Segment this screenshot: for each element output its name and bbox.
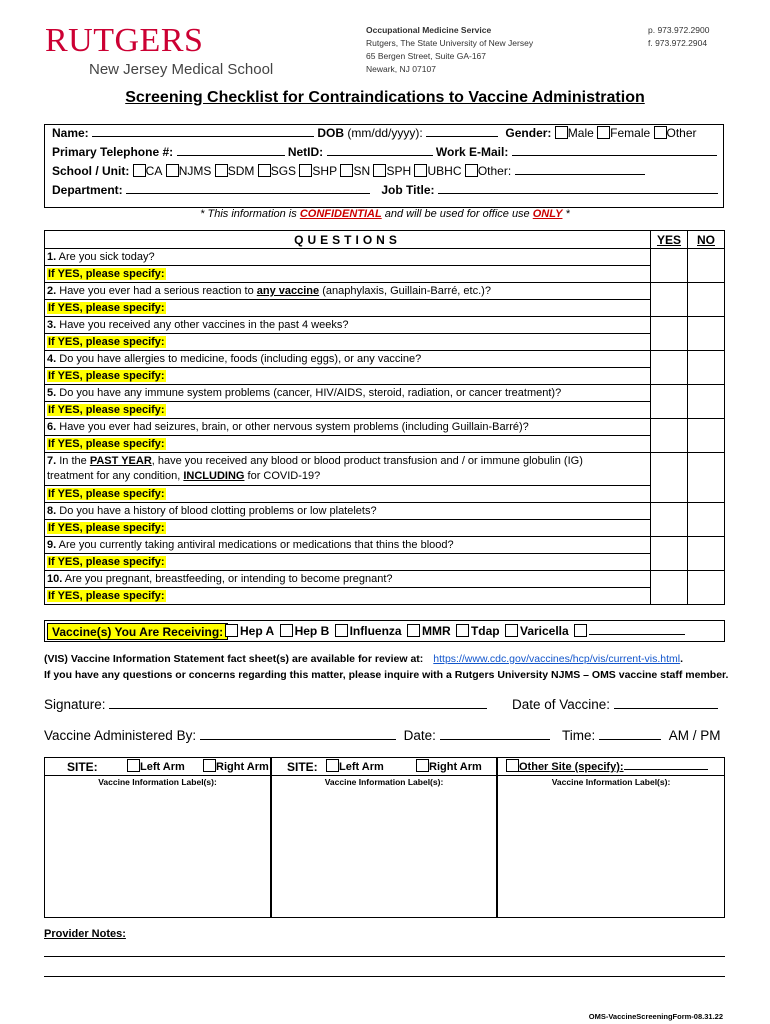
address-line: 65 Bergen Street, Suite GA-167 <box>366 51 487 61</box>
dob-format: (mm/dd/yyyy): <box>347 126 423 140</box>
specify-label: If YES, please specify: <box>48 522 165 534</box>
vis-text: (VIS) Vaccine Information Statement fact sheet(s) are available for review at: <box>44 653 424 665</box>
date-field[interactable] <box>440 729 550 740</box>
yes-answer-cell[interactable] <box>651 453 688 503</box>
no-answer-cell[interactable] <box>688 419 725 453</box>
question-row <box>45 317 725 334</box>
specify-label: If YES, please specify: <box>48 370 165 382</box>
email-field[interactable] <box>512 145 717 156</box>
school-name: New Jersey Medical School <box>89 61 274 78</box>
vis-text: . <box>680 653 684 665</box>
dob-label: DOB <box>317 126 345 140</box>
vaccine-option: Varicella <box>519 624 569 638</box>
question-row <box>45 537 725 554</box>
email-label: Work E-Mail: <box>435 145 509 159</box>
left-arm-checkbox[interactable] <box>127 759 140 772</box>
no-answer-cell[interactable] <box>688 317 725 351</box>
question-body: Have you received any other vaccines in the past 4 weeks? <box>59 319 349 331</box>
gender-option: Female <box>610 126 651 140</box>
specify-row <box>45 486 725 503</box>
hep-a-checkbox[interactable] <box>225 624 238 637</box>
specify-cell[interactable] <box>45 300 651 317</box>
conf-emphasis: CONFIDENTIAL <box>299 208 382 220</box>
school-option: NJMS <box>178 164 212 178</box>
conf-text: and will be used for office use <box>381 208 533 220</box>
specify-cell[interactable] <box>45 588 651 605</box>
gender-female-checkbox[interactable] <box>597 126 610 139</box>
site-box-3 <box>497 757 725 918</box>
date-of-vaccine-row <box>512 697 718 712</box>
question-text <box>45 385 651 402</box>
specify-cell[interactable] <box>45 368 651 385</box>
question-body: Are you pregnant, breastfeeding, or intending to become pregnant? <box>64 573 393 585</box>
question-emphasis: PAST YEAR <box>89 455 152 467</box>
specify-label: If YES, please specify: <box>48 438 165 450</box>
logo-text: RUTGERS <box>45 22 204 59</box>
header-address <box>366 24 533 76</box>
question-text <box>45 537 651 554</box>
specify-row <box>45 266 725 283</box>
specify-cell[interactable] <box>45 520 651 537</box>
question-row <box>45 249 725 266</box>
time-field[interactable] <box>599 729 661 740</box>
school-checkbox[interactable] <box>340 164 353 177</box>
vaccine-option: Hep A <box>240 624 275 638</box>
question-emphasis: INCLUDING <box>183 470 245 482</box>
info-row-4 <box>52 183 718 197</box>
school-checkbox[interactable] <box>258 164 271 177</box>
specify-row <box>45 436 725 453</box>
school-option: SN <box>353 164 371 178</box>
signature-row <box>44 697 487 712</box>
site-right-arm <box>203 759 269 773</box>
question-num: 8. <box>47 505 57 517</box>
name-field[interactable] <box>92 126 314 137</box>
info-row-3 <box>52 164 645 178</box>
question-body: for COVID-19? <box>244 470 321 482</box>
no-answer-cell[interactable] <box>688 283 725 317</box>
fax-number: f. 973.972.2904 <box>648 38 708 48</box>
vaccine-options <box>225 624 687 638</box>
dept-name: Occupational Medicine Service <box>366 25 492 35</box>
question-body: Do you have any immune system problems (cancer, HIV/AIDS, steroid, radiation, or cancer treatment)? <box>59 387 562 399</box>
phone-label: Primary Telephone #: <box>52 145 174 159</box>
question-body: In the <box>59 455 90 467</box>
school-option: Other: <box>477 164 512 178</box>
site-box-1 <box>44 757 271 918</box>
yes-header: YES <box>651 231 688 249</box>
question-row <box>45 503 725 520</box>
date-label: Date: <box>403 728 436 743</box>
no-answer-cell[interactable] <box>688 571 725 605</box>
site-option: Other Site (specify): <box>519 761 624 773</box>
site-label: SITE: <box>67 760 98 774</box>
administered-label: Vaccine Administered By: <box>44 728 197 743</box>
other-site-checkbox[interactable] <box>506 759 519 772</box>
question-body: Are you currently taking antiviral medications or medications that thins the blood? <box>58 539 454 551</box>
address-line: Rutgers, The State University of New Jersey <box>366 38 534 48</box>
name-label: Name: <box>52 126 89 140</box>
specify-row <box>45 520 725 537</box>
questions-notice: If you have any questions or concerns regarding this matter, please inquire with a Rutgers University NJMS – OMS vaccine staff member. <box>44 669 729 681</box>
yes-answer-cell[interactable] <box>651 317 688 351</box>
vaccine-option: Influenza <box>349 624 402 638</box>
yes-answer-cell[interactable] <box>651 537 688 571</box>
question-text <box>45 317 651 334</box>
question-body: Have you ever had seizures, brain, or other nervous system problems (including Guillain-Barré)? <box>59 421 529 433</box>
school-label: School / Unit: <box>52 164 130 178</box>
specify-row <box>45 588 725 605</box>
netid-field[interactable] <box>327 145 433 156</box>
question-emphasis: any vaccine <box>256 285 320 297</box>
specify-row <box>45 554 725 571</box>
notes-line[interactable] <box>44 976 725 977</box>
specify-label: If YES, please specify: <box>48 404 165 416</box>
specify-row <box>45 300 725 317</box>
site-label: SITE: <box>287 760 318 774</box>
address-line: Newark, NJ 07107 <box>366 64 436 74</box>
question-text <box>45 453 651 486</box>
question-num: 4. <box>47 353 57 365</box>
provider-notes-label: Provider Notes: <box>44 928 126 940</box>
question-num: 2. <box>47 285 57 297</box>
question-row <box>45 453 725 486</box>
question-num: 3. <box>47 319 57 331</box>
conf-emphasis: ONLY <box>532 208 563 220</box>
site-other <box>506 759 708 773</box>
vaccine-option: Hep B <box>294 624 330 638</box>
specify-label: If YES, please specify: <box>48 556 165 568</box>
question-body: Have you ever had a serious reaction to <box>59 285 257 297</box>
question-text <box>45 283 651 300</box>
no-answer-cell[interactable] <box>688 503 725 537</box>
netid-label: NetID: <box>287 145 324 159</box>
time-label: Time: <box>562 728 596 743</box>
no-answer-cell[interactable] <box>688 453 725 503</box>
administered-field[interactable] <box>200 729 396 740</box>
table-header-row <box>45 231 725 249</box>
question-num: 1. <box>47 251 57 263</box>
date-of-vaccine-label: Date of Vaccine: <box>512 697 611 712</box>
conf-text: * <box>562 208 570 220</box>
header-contact <box>648 24 709 50</box>
vaccine-label-area[interactable]: Vaccine Information Label(s): <box>98 777 217 787</box>
form-title: Screening Checklist for Contraindications to Vaccine Administration <box>125 89 645 106</box>
info-row-2 <box>52 145 717 159</box>
site-option: Right Arm <box>216 761 269 773</box>
yes-answer-cell[interactable] <box>651 351 688 385</box>
tdap-checkbox[interactable] <box>456 624 469 637</box>
no-answer-cell[interactable] <box>688 351 725 385</box>
school-other-checkbox[interactable] <box>465 164 478 177</box>
site-option: Left Arm <box>339 761 384 773</box>
form-id: OMS-VaccineScreeningForm-08.31.22 <box>588 1012 723 1021</box>
job-title-field[interactable] <box>438 183 718 194</box>
school-checkbox[interactable] <box>373 164 386 177</box>
question-body: Do you have a history of blood clotting problems or low platelets? <box>59 505 377 517</box>
gender-option: Other <box>666 126 697 140</box>
specify-cell[interactable] <box>45 266 651 283</box>
yes-answer-cell[interactable] <box>651 571 688 605</box>
department-field[interactable] <box>126 183 370 194</box>
site-option: Right Arm <box>429 761 482 773</box>
dob-field[interactable] <box>426 126 498 137</box>
vaccines-label: Vaccine(s) You Are Receiving: <box>47 623 228 640</box>
job-title-label: Job Title: <box>381 183 435 197</box>
school-checkbox[interactable] <box>299 164 312 177</box>
school-checkbox[interactable] <box>166 164 179 177</box>
vis-link[interactable]: https://www.cdc.gov/vaccines/hcp/vis/current-vis.html <box>433 653 681 665</box>
question-num: 10. <box>47 573 63 585</box>
question-num: 7. <box>47 455 57 467</box>
site-header <box>498 758 724 776</box>
question-row <box>45 385 725 402</box>
school-option: SDM <box>227 164 255 178</box>
phone-number: p. 973.972.2900 <box>648 25 710 35</box>
school-option: UBHC <box>427 164 462 178</box>
yes-answer-cell[interactable] <box>651 283 688 317</box>
gender-option: Male <box>567 126 594 140</box>
question-text <box>45 571 651 588</box>
question-text <box>45 419 651 436</box>
school-checkbox[interactable] <box>133 164 146 177</box>
date-of-vaccine-field[interactable] <box>614 698 718 709</box>
vaccine-option: MMR <box>421 624 451 638</box>
question-body: Do you have allergies to medicine, foods (including eggs), or any vaccine? <box>59 353 422 365</box>
specify-label: If YES, please specify: <box>48 590 165 602</box>
gender-label: Gender: <box>505 126 552 140</box>
specify-cell[interactable] <box>45 554 651 571</box>
school-option: SPH <box>386 164 412 178</box>
school-other-field[interactable] <box>515 164 645 175</box>
site-box-2 <box>271 757 497 918</box>
question-text <box>45 249 651 266</box>
question-row <box>45 419 725 436</box>
question-num: 5. <box>47 387 57 399</box>
yes-answer-cell[interactable] <box>651 249 688 283</box>
other-site-field[interactable] <box>624 759 708 770</box>
conf-text: * This information is <box>200 208 300 220</box>
no-answer-cell[interactable] <box>688 249 725 283</box>
time-row <box>562 728 721 743</box>
no-answer-cell[interactable] <box>688 385 725 419</box>
site-header <box>45 758 270 776</box>
site-right-arm <box>416 759 482 773</box>
question-body: treatment for any condition, <box>47 470 184 482</box>
right-arm-checkbox[interactable] <box>203 759 216 772</box>
school-checkbox[interactable] <box>414 164 427 177</box>
administered-row <box>44 728 550 743</box>
site-option: Left Arm <box>140 761 185 773</box>
gender-other-checkbox[interactable] <box>654 126 667 139</box>
no-header: NO <box>688 231 725 249</box>
question-body: (anaphylaxis, Guillain-Barré, etc.)? <box>319 285 491 297</box>
info-row-1 <box>52 126 697 140</box>
specify-cell[interactable] <box>45 402 651 419</box>
specify-row <box>45 334 725 351</box>
school-option: SGS <box>270 164 297 178</box>
specify-row <box>45 368 725 385</box>
question-text <box>45 503 651 520</box>
specify-label: If YES, please specify: <box>48 268 165 280</box>
yes-answer-cell[interactable] <box>651 385 688 419</box>
question-num: 9. <box>47 539 57 551</box>
question-text <box>45 351 651 368</box>
confidential-notice <box>0 208 770 220</box>
specify-cell[interactable] <box>45 436 651 453</box>
site-left-arm <box>326 759 384 773</box>
left-arm-checkbox[interactable] <box>326 759 339 772</box>
right-arm-checkbox[interactable] <box>416 759 429 772</box>
site-left-arm <box>127 759 185 773</box>
school-option: SHP <box>312 164 338 178</box>
specify-row <box>45 402 725 419</box>
question-body: , have you received any blood or blood product transfusion and / or immune globulin (IG) <box>151 455 583 467</box>
mmr-checkbox[interactable] <box>407 624 420 637</box>
phone-field[interactable] <box>177 145 285 156</box>
vaccine-option: Tdap <box>470 624 500 638</box>
vaccine-label-area[interactable]: Vaccine Information Label(s): <box>324 777 444 787</box>
specify-label: If YES, please specify: <box>48 488 165 500</box>
other-vaccine-field[interactable] <box>589 624 685 635</box>
specify-label: If YES, please specify: <box>48 302 165 314</box>
specify-cell[interactable] <box>45 486 651 503</box>
school-option: CA <box>145 164 163 178</box>
am-pm-label: AM / PM <box>668 728 721 743</box>
yes-answer-cell[interactable] <box>651 419 688 453</box>
notes-line[interactable] <box>44 956 725 957</box>
question-body: Are you sick today? <box>58 251 155 263</box>
hep-b-checkbox[interactable] <box>280 624 293 637</box>
question-num: 6. <box>47 421 57 433</box>
department-label: Department: <box>52 183 123 197</box>
vaccine-label-area[interactable]: Vaccine Information Label(s): <box>551 777 671 787</box>
vis-notice <box>44 653 683 665</box>
no-answer-cell[interactable] <box>688 537 725 571</box>
vaccines-receiving-box <box>44 620 725 642</box>
rutgers-logo <box>45 24 273 78</box>
question-row <box>45 351 725 368</box>
signature-field[interactable] <box>109 698 487 709</box>
gender-male-checkbox[interactable] <box>555 126 568 139</box>
signature-label: Signature: <box>44 697 106 712</box>
question-row <box>45 283 725 300</box>
questions-header: QUESTIONS <box>45 231 651 249</box>
specify-cell[interactable] <box>45 334 651 351</box>
influenza-checkbox[interactable] <box>335 624 348 637</box>
school-checkbox[interactable] <box>215 164 228 177</box>
site-header <box>272 758 496 776</box>
questions-table <box>44 230 725 605</box>
other-vaccine-checkbox[interactable] <box>574 624 587 637</box>
varicella-checkbox[interactable] <box>505 624 518 637</box>
yes-answer-cell[interactable] <box>651 503 688 537</box>
specify-label: If YES, please specify: <box>48 336 165 348</box>
question-row <box>45 571 725 588</box>
